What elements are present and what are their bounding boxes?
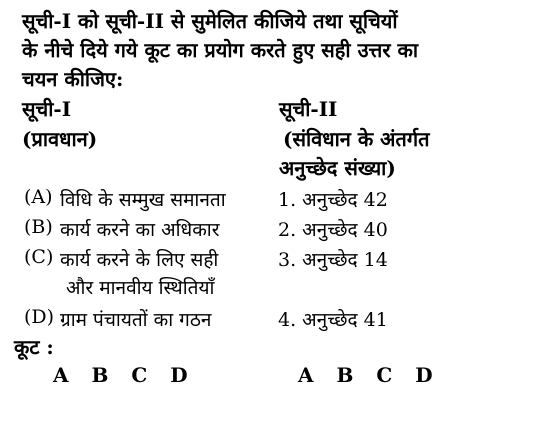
list-1-subtitle: (प्रावधान) [22,127,98,151]
list-1-item-label: (C) [24,246,54,268]
list-1-title: सूची-I [22,97,72,121]
list-2-subtitle-line-1: (संविधान के अंतर्गत [283,127,430,151]
code-header-left: A B C D [53,363,188,387]
list-1-item-text: ग्राम पंचायतों का गठन [60,309,212,331]
list-1-item-label: (D) [24,306,55,328]
list-1-item-text: कार्य करने के लिए सही [60,249,219,271]
list-1-item-text: विधि के सम्मुख समानता [60,189,226,211]
list-1-item-label: (B) [24,216,53,238]
question-line-1: सूची-I को सूची-II से सुमेलित कीजिये तथा सूचियों [22,9,398,33]
code-header-right: A B C D [298,363,433,387]
question-line-3: चयन कीजिए: [22,67,124,91]
list-2-item: 2. अनुच्छेद 40 [278,219,388,241]
list-2-subtitle-line-2: अनुच्छेद संख्या) [279,156,396,180]
list-2-title: सूची-II [279,97,338,121]
list-1-item-text: कार्य करने का अधिकार [60,219,220,241]
list-1-item-label: (A) [24,186,53,208]
code-label: कूट : [14,335,54,359]
list-1-item-text-continued: और मानवीय स्थितियाँ [66,277,215,299]
list-2-item: 3. अनुच्छेद 14 [278,249,388,271]
list-2-item: 4. अनुच्छेद 41 [278,309,388,331]
list-2-item: 1. अनुच्छेद 42 [278,189,388,211]
question-line-2: के नीचे दिये गये कूट का प्रयोग करते हुए सही उत्तर का [22,38,419,62]
